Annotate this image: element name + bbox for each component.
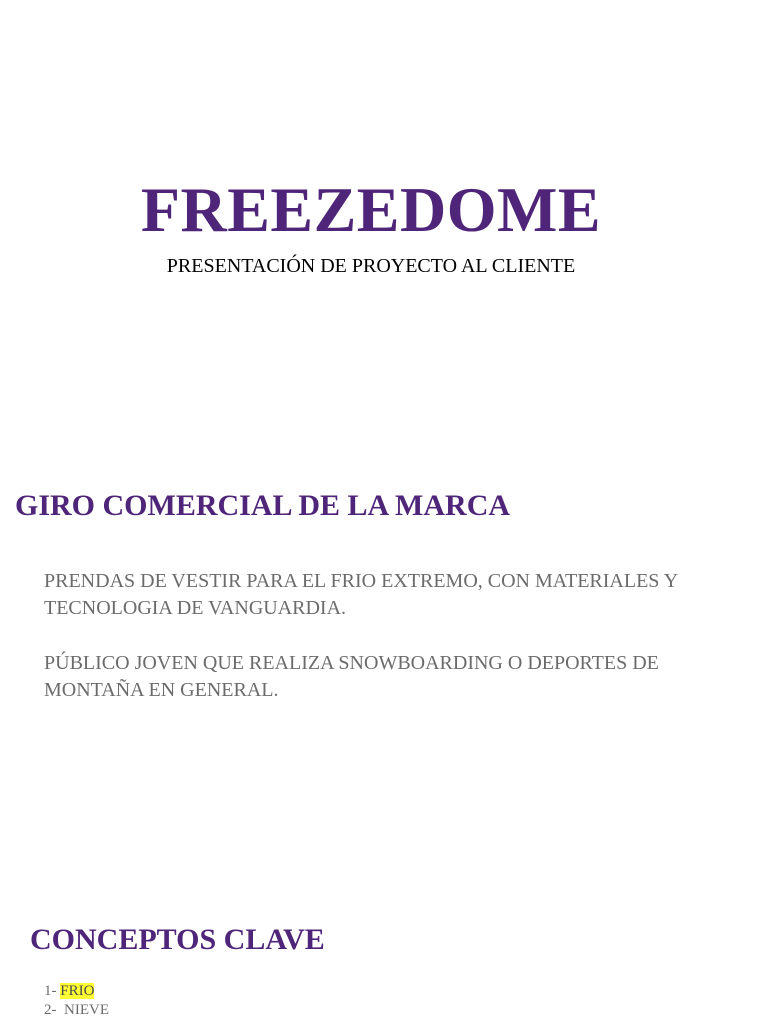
concept-item-text-highlighted: FRIO	[60, 983, 95, 999]
concept-item-text: NIEVE	[64, 1002, 109, 1018]
giro-paragraph-audience: PÚBLICO JOVEN QUE REALIZA SNOWBOARDING O DEPORTES DE MONTAÑA EN GENERAL.	[44, 652, 659, 701]
section-heading-giro: GIRO COMERCIAL DE LA MARCA	[15, 489, 511, 522]
section-heading-conceptos: CONCEPTOS CLAVE	[30, 923, 325, 956]
concept-item-number: 1-	[44, 983, 61, 999]
concept-list	[44, 982, 109, 1020]
concept-item-number: 2-	[44, 1002, 64, 1018]
concept-item	[44, 1001, 109, 1020]
giro-paragraph-products: PRENDAS DE VESTIR PARA EL FRIO EXTREMO, CON MATERIALES Y TECNOLOGIA DE VANGUARDIA.	[44, 570, 678, 619]
presentation-subtitle: PRESENTACIÓN DE PROYECTO AL CLIENTE	[166, 255, 576, 277]
concept-item	[44, 982, 109, 1001]
presentation-title: FREEZEDOME	[140, 174, 602, 245]
